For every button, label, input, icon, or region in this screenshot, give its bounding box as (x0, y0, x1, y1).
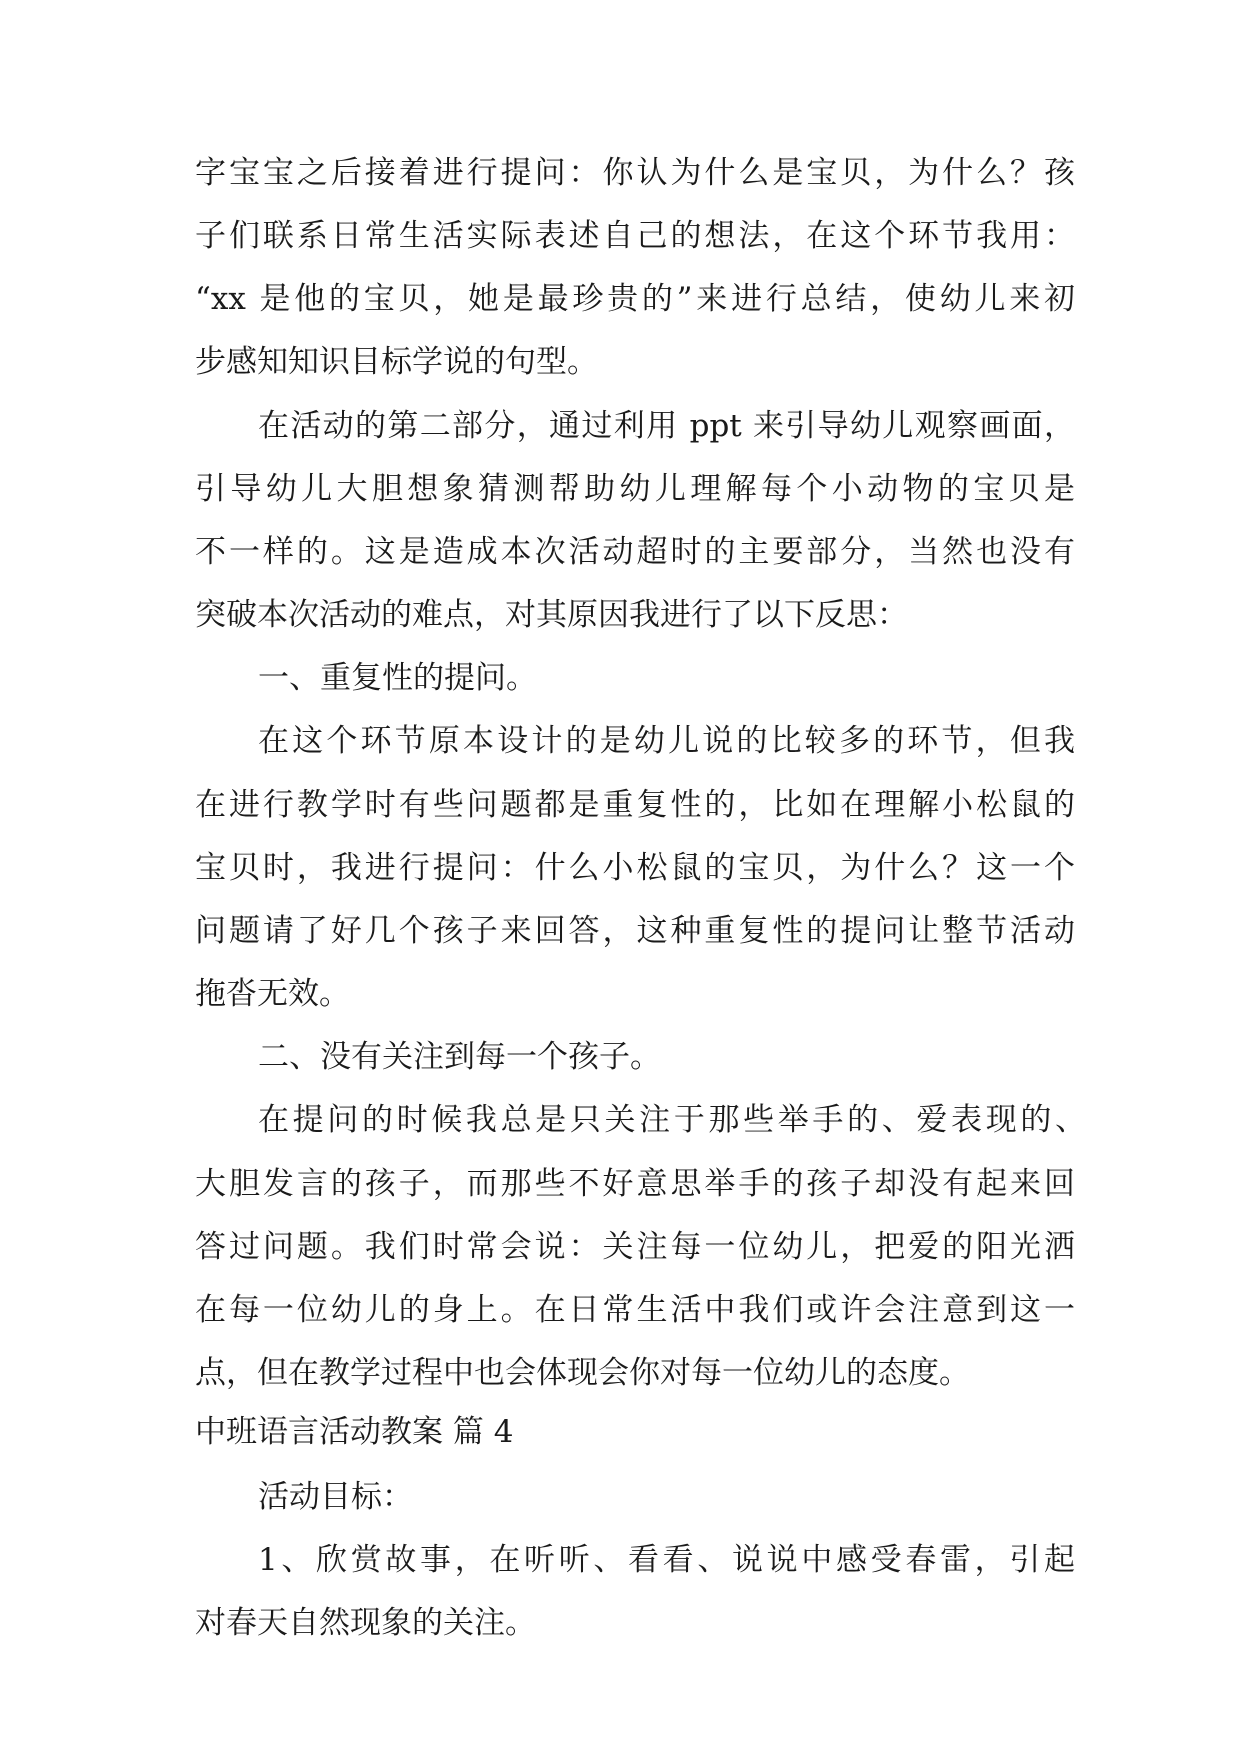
section-heading: 一、重复性的提问。 (258, 660, 537, 696)
text-line: “xx 是他的宝贝，她是最珍贵的”来进行总结，使幼儿来初 (195, 281, 1075, 317)
text-line: 答过问题。我们时常会说：关注每一位幼儿，把爱的阳光洒 (195, 1229, 1075, 1265)
text-line: 在活动的第二部分，通过利用 ppt 来引导幼儿观察画面， (258, 408, 1075, 444)
text-line: 引导幼儿大胆想象猜测帮助幼儿理解每个小动物的宝贝是 (195, 471, 1075, 507)
text-line: 拖沓无效。 (195, 976, 350, 1012)
text-line: 在提问的时候我总是只关注于那些举手的、爱表现的、 (258, 1102, 1086, 1138)
text-line: 1、欣赏故事，在听听、看看、说说中感受春雷，引起 (258, 1542, 1075, 1578)
text-line: 在每一位幼儿的身上。在日常生活中我们或许会注意到这一 (195, 1292, 1075, 1328)
section-heading: 二、没有关注到每一个孩子。 (258, 1039, 661, 1075)
text-line: 子们联系日常生活实际表述自己的想法，在这个环节我用： (195, 218, 1075, 254)
text-line: 突破本次活动的难点，对其原因我进行了以下反思： (195, 597, 908, 633)
section-heading: 活动目标： (258, 1479, 413, 1515)
text-line: 大胆发言的孩子，而那些不好意思举手的孩子却没有起来回 (195, 1166, 1075, 1202)
text-line: 不一样的。这是造成本次活动超时的主要部分，当然也没有 (195, 534, 1075, 570)
text-line: 对春天自然现象的关注。 (195, 1605, 536, 1641)
page-title: 中班语言活动教案 篇 4 (195, 1414, 514, 1450)
text-line: 在这个环节原本设计的是幼儿说的比较多的环节，但我 (258, 723, 1075, 759)
text-line: 步感知知识目标学说的句型。 (195, 344, 598, 380)
text-line: 问题请了好几个孩子来回答，这种重复性的提问让整节活动 (195, 913, 1075, 949)
text-line: 点，但在教学过程中也会体现会你对每一位幼儿的态度。 (195, 1355, 970, 1391)
text-line: 在进行教学时有些问题都是重复性的，比如在理解小松鼠的 (195, 787, 1075, 823)
text-line: 宝贝时，我进行提问：什么小松鼠的宝贝，为什么？这一个 (195, 850, 1075, 886)
text-line: 字宝宝之后接着进行提问：你认为什么是宝贝，为什么？孩 (195, 155, 1075, 191)
